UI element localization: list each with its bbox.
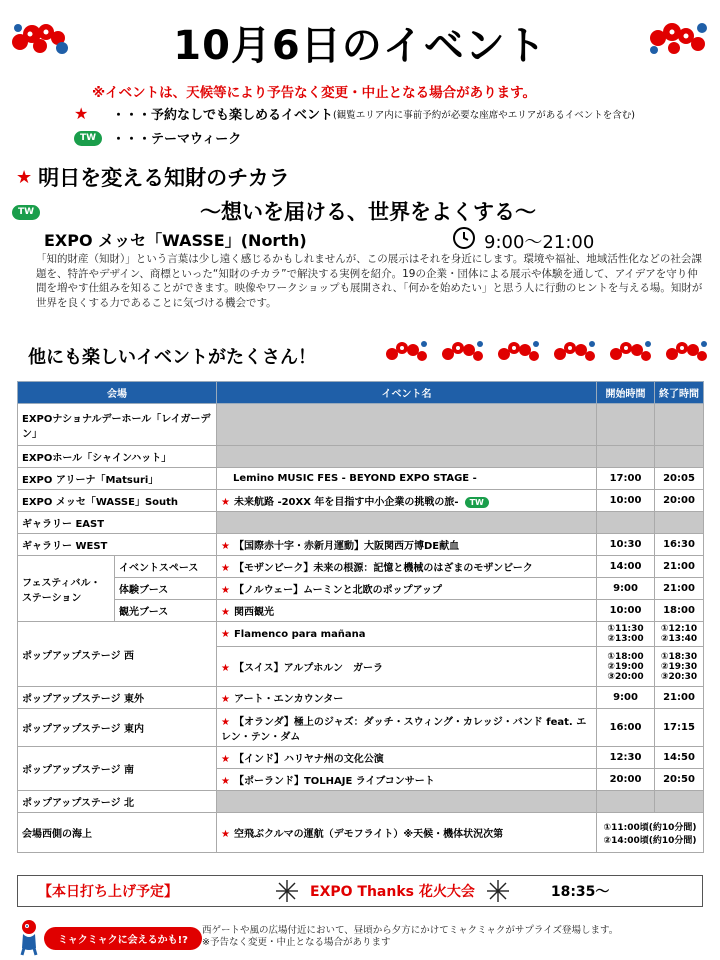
venue-cell: ポップアップステージ 北 xyxy=(18,791,217,813)
table-row xyxy=(18,747,704,769)
table-row xyxy=(18,404,704,446)
event-cell xyxy=(217,747,597,769)
page-title: 10月6日のイベント xyxy=(173,23,547,69)
time-cell: ①11:00頃(約10分間) ②14:00頃(約10分間) xyxy=(597,813,704,853)
feature-time: 9:00～21:00 xyxy=(484,232,595,253)
event-cell xyxy=(217,534,597,556)
feature-title-line2: ～想いを届ける、世界をよくする～ xyxy=(200,200,536,224)
legend-tw-row xyxy=(74,128,241,147)
start-cell: ①18:00 ②19:00 ③20:00 xyxy=(597,647,655,687)
star-icon: ★ xyxy=(74,104,89,123)
star-icon: ★ xyxy=(221,829,230,840)
venue-cell: EXPO アリーナ「Matsuri」 xyxy=(18,468,217,490)
fireworks-title: EXPO Thanks 花火大会 xyxy=(310,884,475,900)
clock-icon xyxy=(452,226,476,250)
end-cell: 21:00 xyxy=(655,556,704,578)
end-cell: 20:50 xyxy=(655,769,704,791)
venue-cell: EXPO メッセ「WASSE」South xyxy=(18,490,217,512)
expo-logo-icon xyxy=(552,338,598,366)
event-cell xyxy=(217,490,597,512)
event-name: 【スイス】アルプホルン ガーラ xyxy=(233,663,384,674)
start-cell: 10:00 xyxy=(597,490,655,512)
legend-star-text: ・・・予約なしでも楽しめるイベント xyxy=(112,108,334,123)
event-cell xyxy=(217,622,597,647)
end-cell: 20:05 xyxy=(655,468,704,490)
fireworks-banner xyxy=(17,875,703,907)
notice-text: ※イベントは、天候等により予告なく変更・中止となる場合があります。 xyxy=(92,85,537,101)
event-cell xyxy=(217,709,597,747)
event-cell: Lemino MUSIC FES - BEYOND EXPO STAGE - xyxy=(217,468,597,490)
event-cell xyxy=(217,578,597,600)
star-icon: ★ xyxy=(221,663,230,674)
start-cell: ①11:30 ②13:00 xyxy=(597,622,655,647)
venue-cell: ポップアップステージ 南 xyxy=(18,747,217,791)
expo-logo-icon xyxy=(440,338,486,366)
header-event: イベント名 xyxy=(217,382,597,404)
start-cell: 10:30 xyxy=(597,534,655,556)
event-name: アート・エンカウンター xyxy=(233,694,344,705)
table-row xyxy=(18,512,704,534)
star-icon: ★ xyxy=(221,716,230,728)
footer-note-line1: 西ゲートや風の広場付近において、昼頃から夕方にかけてミャクミャクがサプライズ登場します。 xyxy=(202,925,619,936)
event-cell xyxy=(217,769,597,791)
header-end: 終了時間 xyxy=(655,382,704,404)
end-cell: 18:00 xyxy=(655,600,704,622)
event-name: 空飛ぶクルマの運航（デモフライト）※天候・機体状況次第 xyxy=(233,829,504,840)
legend-star-row xyxy=(74,104,635,123)
star-icon: ★ xyxy=(221,563,230,574)
end-cell: ①18:30 ②19:30 ③20:30 xyxy=(655,647,704,687)
table-row xyxy=(18,791,704,813)
sub-venue-cell: イベントスペース xyxy=(115,556,217,578)
fireworks-icon xyxy=(274,878,300,904)
star-icon: ★ xyxy=(221,694,230,705)
table-row xyxy=(18,556,704,578)
events-table xyxy=(17,381,704,853)
end-cell: 17:15 xyxy=(655,709,704,747)
venue-cell: ギャラリー EAST xyxy=(18,512,217,534)
star-icon: ★ xyxy=(221,585,230,596)
myakumyaku-mascot-icon xyxy=(14,918,44,956)
footer-note xyxy=(202,925,618,949)
star-icon: ★ xyxy=(221,541,230,552)
event-name: 【モザンビーク】未来の根源：記憶と機械のはざまのモザンビーク xyxy=(233,563,533,574)
header-start: 開始時間 xyxy=(597,382,655,404)
event-name: 関西観光 xyxy=(233,607,274,618)
star-icon: ★ xyxy=(221,607,230,618)
expo-logo-icon xyxy=(664,338,710,366)
star-icon: ★ xyxy=(16,166,33,188)
footer-note-line2: ※予告なく変更・中止となる場合があります xyxy=(202,937,391,948)
event-cell xyxy=(217,813,597,853)
decorative-logos xyxy=(384,338,710,366)
star-icon: ★ xyxy=(221,497,230,508)
expo-logo-icon xyxy=(496,338,542,366)
start-cell: 9:00 xyxy=(597,578,655,600)
venue-cell: ギャラリー WEST xyxy=(18,534,217,556)
event-cell xyxy=(217,556,597,578)
end-cell: 21:00 xyxy=(655,687,704,709)
sub-venue-cell: 体験ブース xyxy=(115,578,217,600)
end-cell: 16:30 xyxy=(655,534,704,556)
start-cell: 14:00 xyxy=(597,556,655,578)
table-row xyxy=(18,446,704,468)
star-icon: ★ xyxy=(221,628,230,640)
others-heading: 他にも楽しいイベントがたくさん！ xyxy=(28,347,316,368)
tw-badge: TW xyxy=(74,131,102,146)
table-row xyxy=(18,490,704,512)
venue-cell: ポップアップステージ 東外 xyxy=(18,687,217,709)
tw-badge: TW xyxy=(465,497,489,508)
end-cell: 21:00 xyxy=(655,578,704,600)
feature-description: 「知的財産（知財）」という言葉は少し遠く感じるかもしれませんが、この展示はそれを身近にします。環境や福祉、地域活性化などの社会課題を、特許やデザイン、商標といった“知財のチカラ”で解決する実例を紹介。19の企業・団体による展示や体験を通して、アイデアを守り仲間を増やす仕組みを知ることができます。映像やワークショップも展開され、「何かを始めたい」と思う人に行動のヒントを与える場。知財が世界を良くする力であることに気づける機会です。 xyxy=(36,253,703,309)
star-icon: ★ xyxy=(221,776,230,787)
fireworks-icon xyxy=(485,878,511,904)
table-row xyxy=(18,578,704,600)
table-row xyxy=(18,600,704,622)
venue-cell: 会場西側の海上 xyxy=(18,813,217,853)
event-cell xyxy=(217,600,597,622)
event-cell xyxy=(217,687,597,709)
table-row xyxy=(18,468,704,490)
venue-cell: EXPOホール「シャインハット」 xyxy=(18,446,217,468)
start-cell: 10:00 xyxy=(597,600,655,622)
end-cell: 20:00 xyxy=(655,490,704,512)
end-cell: ①12:10 ②13:40 xyxy=(655,622,704,647)
tw-badge: TW xyxy=(12,205,40,220)
event-cell xyxy=(217,647,597,687)
table-row xyxy=(18,622,704,647)
start-cell: 20:00 xyxy=(597,769,655,791)
legend-tw-text: ・・・テーマウィーク xyxy=(112,132,242,147)
venue-cell: ポップアップステージ 東内 xyxy=(18,709,217,747)
event-name: 未来航路 -20XX 年を目指す中小企業の挑戦の旅- xyxy=(233,497,459,508)
start-cell: 9:00 xyxy=(597,687,655,709)
venue-cell: EXPOナショナルデーホール「レイガーデン」 xyxy=(18,404,217,446)
expo-logo-icon xyxy=(384,338,430,366)
feature-title-text: 明日を変える知財のチカラ xyxy=(38,166,290,190)
sub-venue-cell: 観光ブース xyxy=(115,600,217,622)
fireworks-time: 18:35～ xyxy=(550,884,610,900)
event-name: 【ポーランド】TOLHAJE ライブコンサート xyxy=(233,776,435,787)
meet-mascot-badge: ミャクミャクに会えるかも!? xyxy=(44,927,202,950)
table-header-row xyxy=(18,382,704,404)
venue-cell: ポップアップステージ 西 xyxy=(18,622,217,687)
header-venue: 会場 xyxy=(18,382,217,404)
start-cell: 17:00 xyxy=(597,468,655,490)
table-row xyxy=(18,709,704,747)
table-row xyxy=(18,813,704,853)
end-cell: 14:50 xyxy=(655,747,704,769)
start-cell: 12:30 xyxy=(597,747,655,769)
event-name: 【インド】ハリヤナ州の文化公演 xyxy=(233,754,384,765)
venue-cell: フェスティバル・ステーション xyxy=(18,556,115,622)
feature-title-line1 xyxy=(16,162,290,192)
legend-star-note: (観覧エリア内に事前予約が必要な座席やエリアがあるイベントを含む) xyxy=(333,109,635,121)
star-icon: ★ xyxy=(221,754,230,765)
start-cell: 16:00 xyxy=(597,709,655,747)
expo-logo-icon xyxy=(608,338,654,366)
feature-venue: EXPO メッセ「WASSE」(North) xyxy=(44,231,307,250)
event-name: 【オランダ】極上のジャズ：ダッチ・スウィング・カレッジ・バンド feat. エレン・テン・ダム xyxy=(221,716,587,743)
table-row xyxy=(18,687,704,709)
table-row xyxy=(18,534,704,556)
event-name: Flamenco para mañana xyxy=(233,628,366,640)
fireworks-label: 【本日打ち上げ予定】 xyxy=(38,884,178,900)
event-name: 【国際赤十字・赤新月運動】大阪関西万博DE献血 xyxy=(233,541,460,552)
event-name: 【ノルウェー】ムーミンと北欧のポップアップ xyxy=(233,585,442,596)
